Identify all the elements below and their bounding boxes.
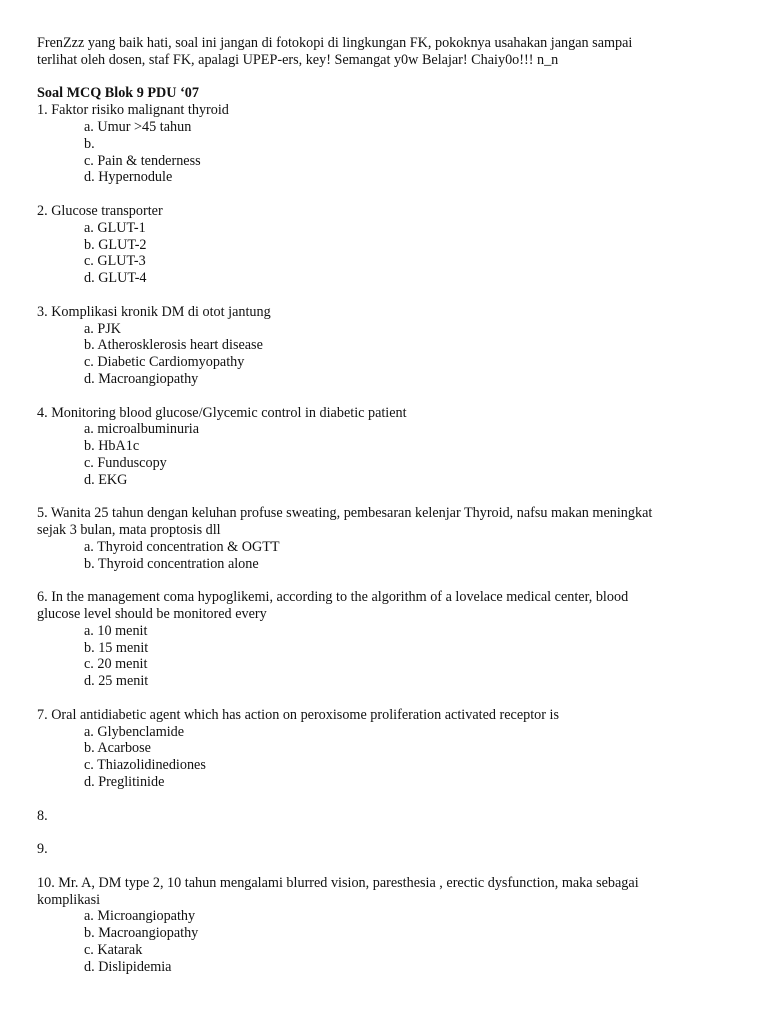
answer-option: b. Thyroid concentration alone	[84, 555, 259, 572]
answer-option: a. GLUT-1	[84, 219, 146, 236]
spacer	[37, 489, 727, 506]
intro-line-1: FrenZzz yang baik hati, soal ini jangan di fotokopi di lingkungan FK, pokoknya usahakan jangan sampai	[37, 35, 633, 51]
answer-option: d. Macroangiopathy	[84, 370, 199, 387]
question-block	[37, 589, 727, 707]
answer-option: a. Glybenclamide	[84, 723, 185, 740]
answer-option: b. Atherosklerosis heart disease	[84, 337, 263, 354]
answer-option: a. Umur >45 tahun	[84, 118, 192, 135]
answer-option: a. microalbuminuria	[84, 421, 200, 438]
answer-option: a. Thyroid concentration & OGTT	[84, 538, 280, 555]
spacer	[37, 388, 727, 405]
answer-option: c. Diabetic Cardiomyopathy	[84, 354, 245, 371]
answer-option: b. Macroangiopathy	[84, 925, 199, 942]
question-text: 9.	[37, 841, 48, 858]
answer-option: c. Thiazolidinediones	[84, 757, 206, 774]
spacer	[37, 573, 727, 590]
question-block	[37, 707, 727, 808]
spacer	[37, 69, 727, 86]
spacer	[37, 791, 727, 808]
answer-option: d. Hypernodule	[84, 169, 173, 186]
question-text: komplikasi	[37, 891, 101, 908]
answer-option: a. 10 menit	[84, 622, 148, 639]
answer-option: c. GLUT-3	[84, 253, 146, 270]
document-title: Soal MCQ Blok 9 PDU ‘07	[37, 85, 199, 102]
spacer	[37, 690, 727, 707]
answer-option: d. EKG	[84, 471, 128, 488]
question-block	[37, 505, 727, 589]
spacer	[37, 186, 727, 203]
answer-option: c. 20 menit	[84, 656, 148, 673]
question-text: 4. Monitoring blood glucose/Glycemic control in diabetic patient	[37, 404, 407, 421]
question-block	[37, 102, 727, 203]
document-page	[37, 35, 727, 976]
answer-option: d. 25 menit	[84, 673, 149, 690]
question-block	[37, 875, 727, 976]
question-text: 10. Mr. A, DM type 2, 10 tahun mengalami blurred vision, paresthesia , erectic dysfunction, maka sebagai	[37, 874, 639, 891]
question-text: 6. In the management coma hypoglikemi, according to the algorithm of a lovelace medical center, blood	[37, 589, 629, 606]
spacer	[37, 287, 727, 304]
answer-option: d. Preglitinide	[84, 774, 165, 791]
answer-option: b. Acarbose	[84, 740, 151, 757]
answer-option: b.	[84, 135, 95, 152]
question-text: 3. Komplikasi kronik DM di otot jantung	[37, 303, 271, 320]
question-text: 1. Faktor risiko malignant thyroid	[37, 102, 229, 119]
answer-option: d. GLUT-4	[84, 270, 147, 287]
question-list	[37, 102, 727, 975]
question-text: 2. Glucose transporter	[37, 202, 163, 219]
question-text: 7. Oral antidiabetic agent which has action on peroxisome proliferation activated receptor is	[37, 706, 559, 723]
question-text: sejak 3 bulan, mata proptosis dll	[37, 522, 221, 539]
answer-option: d. Dislipidemia	[84, 958, 172, 975]
question-text: glucose level should be monitored every	[37, 606, 267, 623]
answer-option: c. Pain & tenderness	[84, 152, 201, 169]
question-text: 5. Wanita 25 tahun dengan keluhan profuse sweating, pembesaran kelenjar Thyroid, nafsu makan meningkat	[37, 505, 653, 522]
spacer	[37, 824, 727, 841]
answer-option: a. Microangiopathy	[84, 908, 196, 925]
question-block	[37, 841, 727, 875]
spacer	[37, 858, 727, 875]
answer-option: b. 15 menit	[84, 639, 149, 656]
question-text: 8.	[37, 807, 48, 824]
answer-option: c. Katarak	[84, 942, 143, 959]
answer-option: b. GLUT-2	[84, 236, 147, 253]
question-block	[37, 304, 727, 405]
intro-line-2: terlihat oleh dosen, staf FK, apalagi UPEP-ers, key! Semangat y0w Belajar! Chaiy0o!!! n_n	[37, 51, 559, 68]
answer-option: b. HbA1c	[84, 438, 140, 455]
question-block	[37, 203, 727, 304]
question-block	[37, 808, 727, 842]
answer-option: c. Funduscopy	[84, 454, 167, 471]
question-block	[37, 405, 727, 506]
answer-option: a. PJK	[84, 320, 122, 337]
